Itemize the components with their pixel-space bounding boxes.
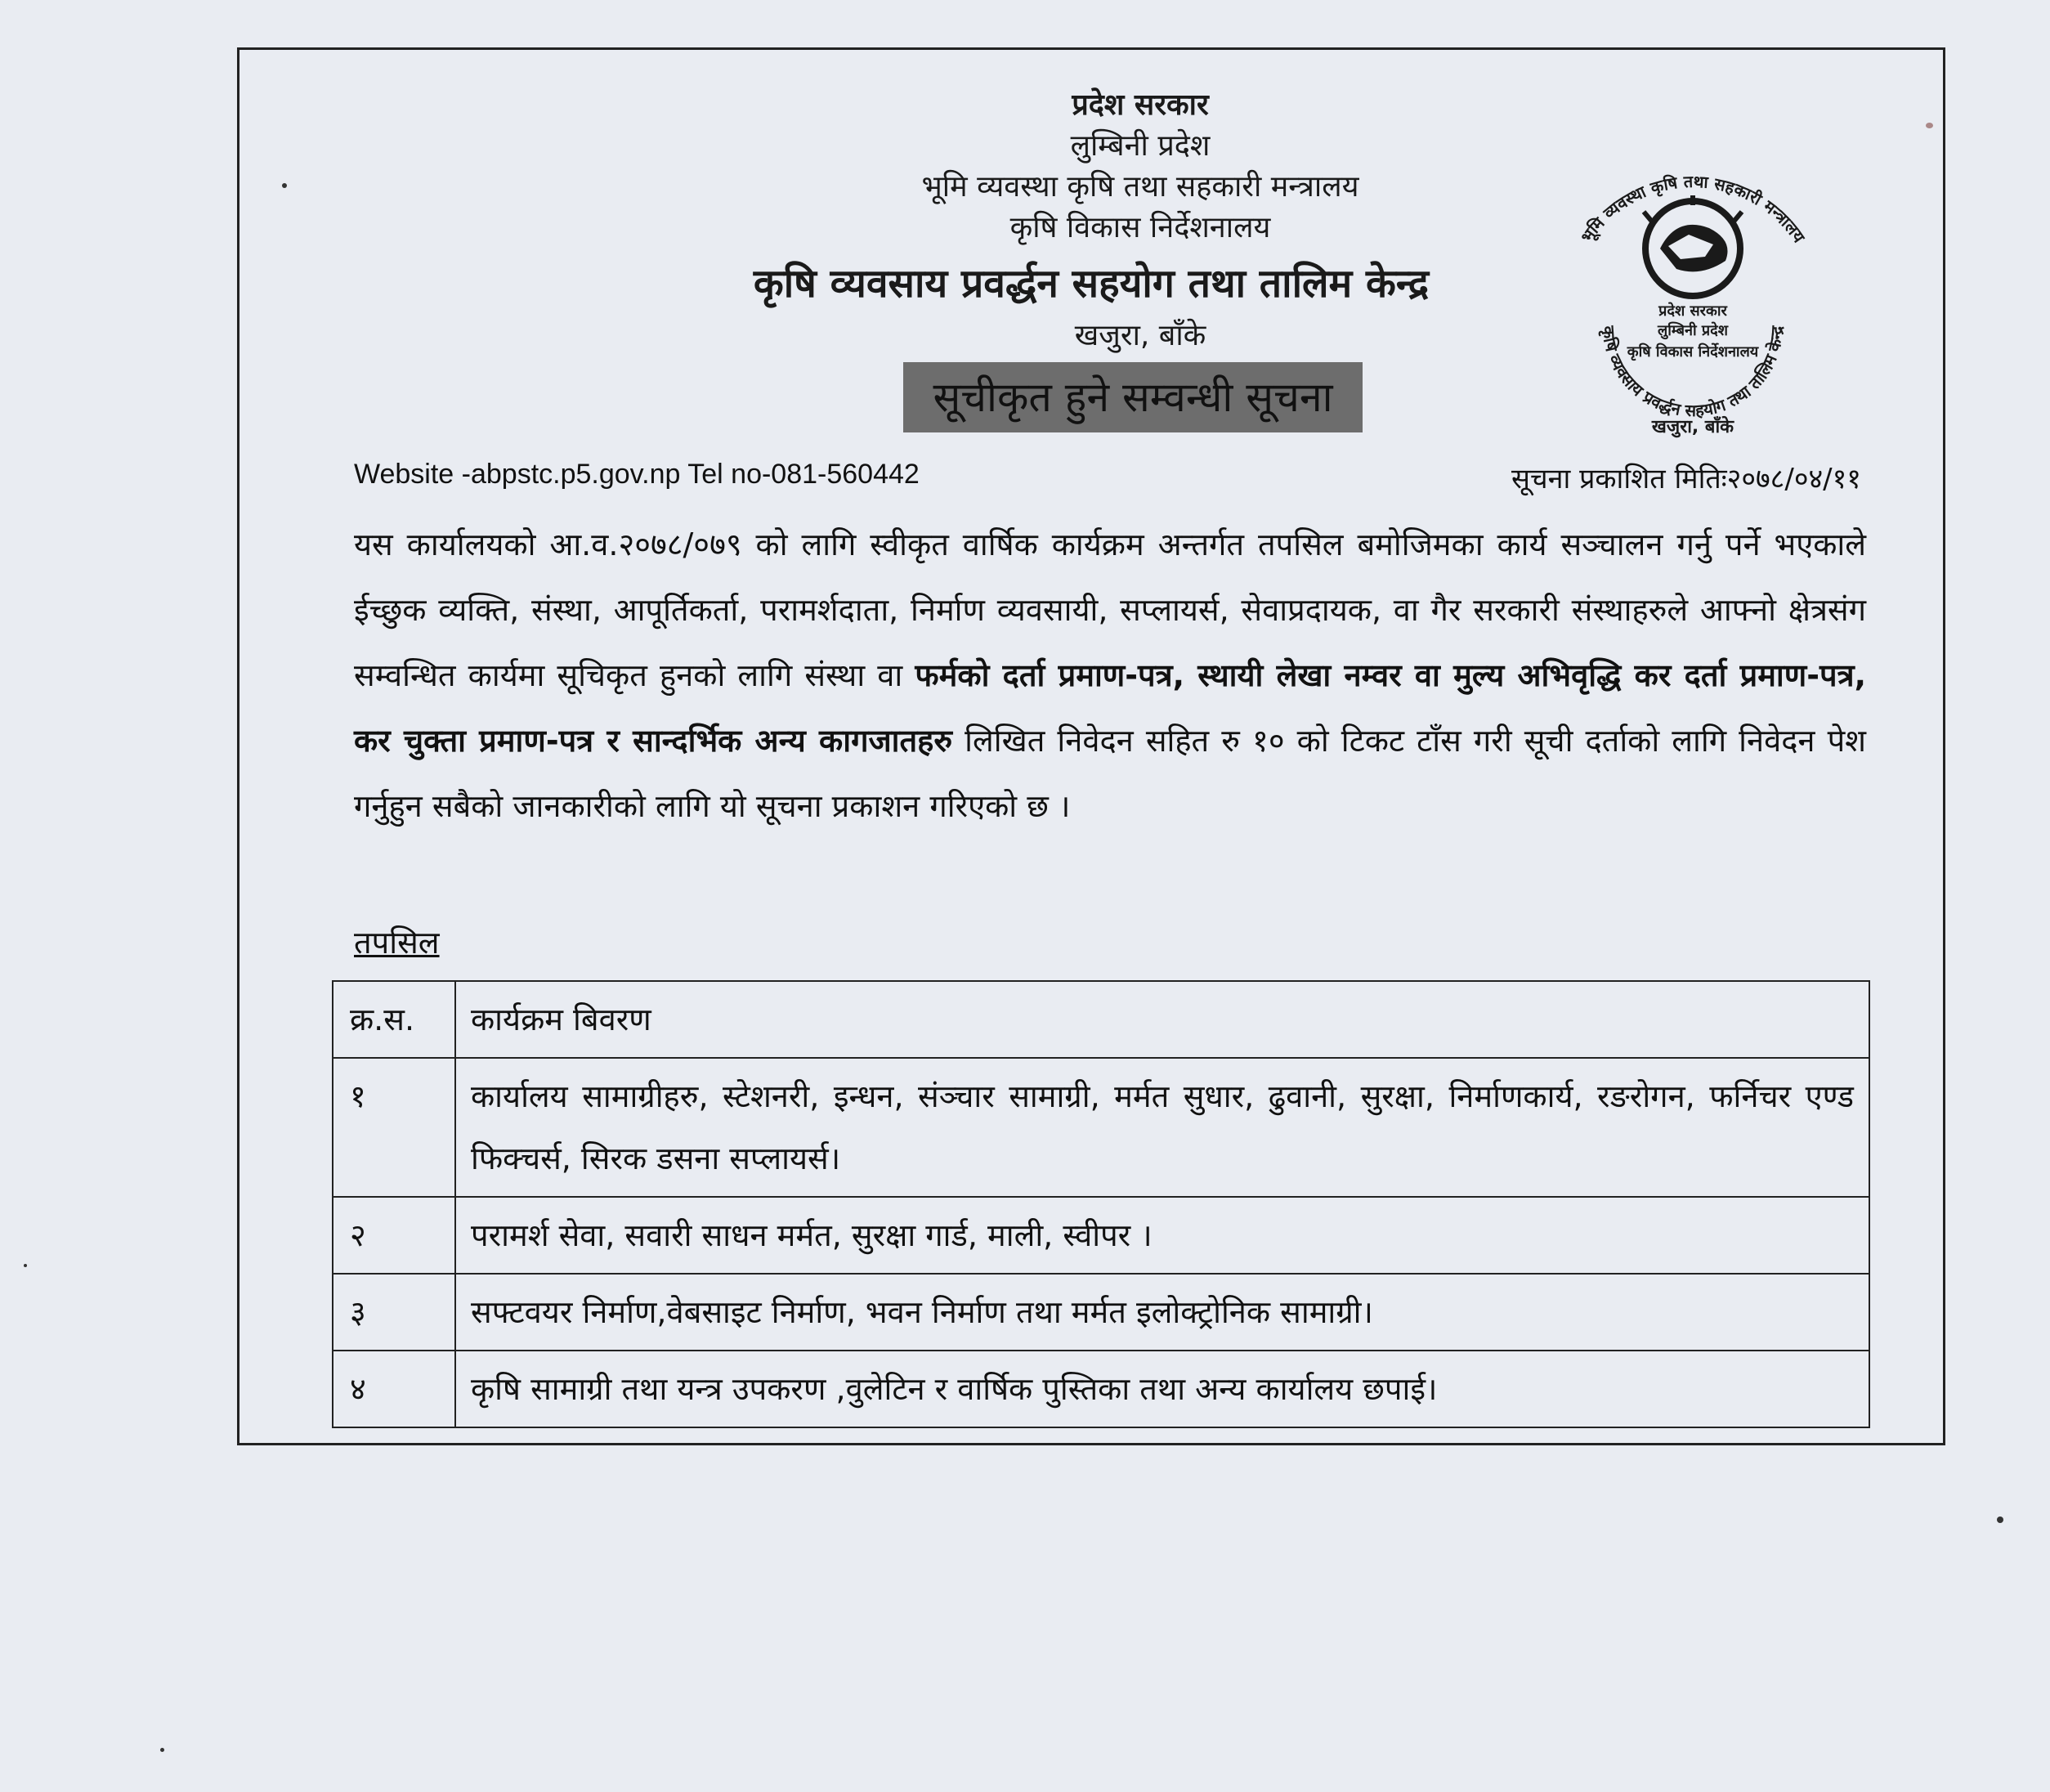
header-province-name: लुम्बिनी प्रदेश [1070, 129, 1211, 163]
row-description: कृषि सामाग्री तथा यन्त्र उपकरण ,वुलेटिन र वार्षिक पुस्तिका तथा अन्य कार्यालय छपाई। [455, 1351, 1869, 1427]
header-directorate: कृषि विकास निर्देशनालय [1009, 211, 1271, 244]
notice-body-part1: यस कार्यालयको आ.व.२०७८/०७९ को लागि स्वीकृत वार्षिक कार्यक्रम अन्तर्गत तपसिल बमोजिमका कार्य सञ्चालन गर्नु पर्ने भएकाले ईच्छुक व्यक्ति, संस्था, आपूर्तिकर्ता, परामर्शदाता, निर्माण व्यवसायी, सप्लायर्स, सेवाप्रदायक, वा गैर सरकारी संस्थाहरुले आफ्नो क्षेत्रसंग सम्वन्धित कार्यमा सूचिकृत हुनको लागि संस्था वा [354, 526, 1866, 693]
scan-speck [1997, 1516, 2003, 1523]
row-description: परामर्श सेवा, सवारी साधन मर्मत, सुरक्षा गार्ड, माली, स्वीपर । [455, 1197, 1869, 1274]
table-row [333, 1274, 1869, 1351]
header-location: खजुरा, बाँके [1074, 319, 1206, 352]
seal-ring-ministry: भूमि व्यवस्था कृषि तथा सहकारी मन्त्रालय [1576, 171, 1810, 246]
scan-speck [24, 1264, 27, 1267]
contact-info: Website -abpstc.p5.gov.np Tel no-081-560442 [354, 459, 920, 490]
row-sn: २ [333, 1197, 455, 1274]
row-sn: ३ [333, 1274, 455, 1351]
seal-line-lumbini: लुम्बिनी प्रदेश [1658, 322, 1728, 339]
table-row [333, 1058, 1869, 1197]
notice-body-required-documents: फर्मको दर्ता प्रमाण-पत्र, स्थायी लेखा नम्वर वा मुल्य अभिवृद्धि कर दर्ता प्रमाण-पत्र, कर चुक्ता प्रमाण-पत्र र सान्दर्भिक अन्य कागजातहरु [354, 657, 1866, 759]
notice-title-banner: सूचीकृत हुने सम्वन्धी सूचना [903, 362, 1363, 432]
notice-body [354, 512, 1866, 839]
table-row [333, 1197, 1869, 1274]
row-sn: ४ [333, 1351, 455, 1427]
header-province-government: प्रदेश सरकार [1072, 88, 1209, 122]
seal-emblem-icon [1546, 163, 1840, 441]
program-table [332, 980, 1870, 1428]
table-header-row [333, 981, 1869, 1058]
row-description: सफ्टवयर निर्माण,वेबसाइट निर्माण, भवन निर्माण तथा मर्मत इलोक्ट्रोनिक सामाग्री। [455, 1274, 1869, 1351]
office-seal [1546, 163, 1840, 441]
seal-ring-office: कृषि व्यवसाय प्रवर्द्धन सहयोग तथा तालिम केन्द्र [1598, 325, 1788, 421]
notice-body-part3: लिखित निवेदन सहित रु १० को टिकट टाँस गरी सूची दर्ताको लागि निवेदन पेश गर्नुहुन सबैको जानकारीको लागि यो सूचना प्रकाशन गरिएको छ । [354, 723, 1866, 824]
scan-speck [160, 1748, 164, 1752]
row-description: कार्यालय सामाग्रीहरु, स्टेशनरी, इन्धन, संञ्चार सामाग्री, मर्मत सुधार, ढुवानी, सुरक्षा, निर्माणकार्य, रङरोगन, फर्निचर एण्ड फिक्चर्स, सिरक डसना सप्लायर्स। [455, 1058, 1869, 1197]
header-office-name: कृषि व्यवसाय प्रवर्द्धन सहयोग तथा तालिम केन्द्र [753, 261, 1430, 307]
published-date: सूचना प्रकाशित मितिः२०७८/०४/११ [1511, 463, 1861, 495]
row-sn: १ [333, 1058, 455, 1197]
header-ministry: भूमि व्यवस्था कृषि तथा सहकारी मन्त्रालय [921, 170, 1359, 204]
table-row [333, 1351, 1869, 1427]
details-heading: तपसिल [354, 925, 440, 961]
notice-frame [237, 47, 1945, 1445]
seal-line-directorate: कृषि विकास निर्देशनालय [1627, 343, 1759, 361]
column-header-description: कार्यक्रम बिवरण [455, 981, 1869, 1058]
column-header-sn: क्र.स. [333, 981, 455, 1058]
seal-line-province: प्रदेश सरकार [1658, 302, 1727, 320]
seal-line-location: खजुरा, बाँके [1651, 417, 1734, 437]
